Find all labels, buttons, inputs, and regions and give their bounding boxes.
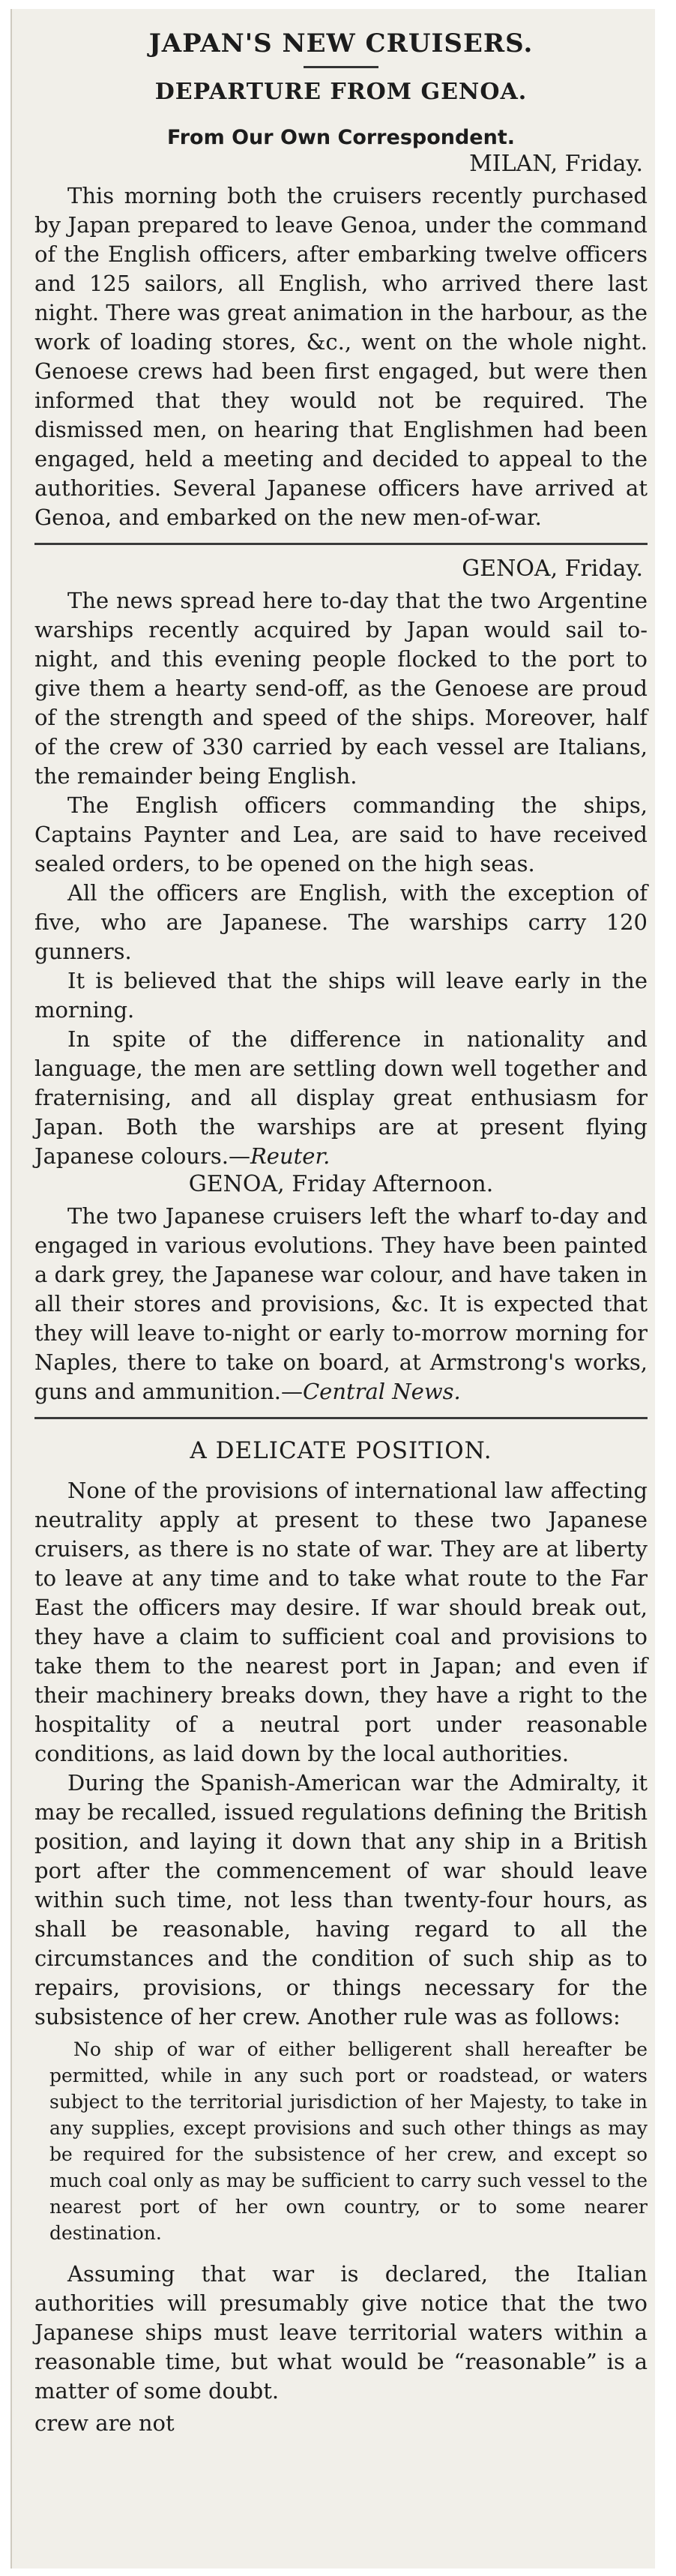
- quoted-regulation: [34, 2036, 648, 2246]
- quote-paragraph: No ship of war of either belligerent shall hereafter be permitted, while in any such port or roadstead, or waters subject to the territorial jurisdiction of her Majesty, to take in any supplies, except provisions and such other things as may be required for the subsistence of her crew, and except so much coal only as may be sufficient to carry such vessel to the nearest port of her own country, or to some nearer destination.: [49, 2038, 648, 2244]
- byline: From Our Own Correspondent.: [166, 126, 516, 149]
- headline: JAPAN'S NEW CRUISERS.: [148, 28, 534, 58]
- paragraph: The two Japanese cruisers left the wharf to-day and engaged in various evolutions. They have been painted a dark grey, the Japanese war colour, and have taken in all their stores and provisions, &c. It is expected that they will leave to-night or early to-morrow morning for Naples, there to take on board, at Armstrong's works, guns and ammunition.—Central News.: [34, 1203, 648, 1404]
- paragraph: None of the provisions of international law affecting neutrality apply at present to these two Japanese cruisers, as there is no state of war. They are at liberty to leave at any time and to take what route to the Far East the officers may desire. If war should break out, they have a claim to sufficient coal and provisions to take them to the nearest port in Japan; and even if their machinery breaks down, they have a right to the hospitality of a neutral port under reasonable conditions, as laid down by the local authorities.: [34, 1478, 648, 1766]
- dateline-genoa: GENOA, Friday.: [462, 556, 643, 582]
- dateline-genoa-afternoon: GENOA, Friday Afternoon.: [188, 1171, 494, 1197]
- dateline-milan: MILAN, Friday.: [469, 151, 643, 177]
- paragraph: Assuming that war is declared, the Italian authorities will presumably give notice that the two Japanese ships must leave territorial waters within a reasonable time, but what would be “reasonable” is a matter of some doubt.: [34, 2261, 648, 2404]
- paragraph: All the officers are English, with the exception of five, who are Japanese. The warships carry 120 gunners.: [34, 880, 648, 964]
- trailing-fragment: crew are not: [34, 2410, 175, 2436]
- clipping-content: [12, 9, 655, 2438]
- paragraph-text: The two Japanese cruisers left the wharf to-day and engaged in various evolutions. They have been painted a dark grey, the Japanese war colour, and have taken in all their stores and provisions, &c. It is expected that they will leave to-night or early to-morrow morning for Naples, there to take on board, at Armstrong's works, guns and ammunition.: [34, 1203, 648, 1404]
- paragraph: The English officers commanding the ships, Captains Paynter and Lea, are said to have received sealed orders, to be opened on the high seas.: [34, 792, 648, 876]
- section-rule: [34, 543, 648, 545]
- subheadline: DEPARTURE FROM GENOA.: [154, 79, 528, 105]
- section-heading: A DELICATE POSITION.: [190, 1437, 492, 1464]
- paragraph: In spite of the difference in nationality and language, the men are settling down well together and fraternising, and all display great enthusiasm for Japan. Both the warships are at present flying Japanese colours.—Reuter.: [34, 1026, 648, 1169]
- credit-reuter: Reuter.: [250, 1143, 331, 1169]
- section-rule: [34, 1417, 648, 1419]
- paragraph-text: In spite of the difference in nationality and language, the men are settling down well together and fraternising, and all display great enthusiasm for Japan. Both the warships are at present flying Japanese colours.: [34, 1026, 648, 1169]
- headline-rule: [304, 66, 378, 68]
- credit-central-news: Central News.: [302, 1379, 461, 1404]
- paragraph: It is believed that the ships will leave early in the morning.: [34, 968, 648, 1023]
- paragraph: The news spread here to-day that the two Argentine warships recently acquired by Japan would sail to-night, and this evening people flocked to the port to give them a hearty send-off, as the Genoese are proud of the strength and speed of the ships. Moreover, half of the crew of 330 carried by each vessel are Italians, the remainder being English.: [34, 588, 648, 789]
- paragraph: During the Spanish-American war the Admiralty, it may be recalled, issued regulations defining the British position, and laying it down that any ship in a British port after the commencement of war should leave within such time, not less than twenty-four hours, as shall be reasonable, having regard to all the circumstances and the condition of such ship as to repairs, provisions, or things necessary for the subsistence of her crew. Another rule was as follows:: [34, 1770, 648, 2029]
- paragraph: This morning both the cruisers recently purchased by Japan prepared to leave Genoa, under the command of the English officers, after embarking twelve officers and 125 sailors, all English, who arrived there last night. There was great animation in the harbour, as the work of loading stores, &c., went on the whole night. Genoese crews had been first engaged, but were then informed that they would not be required. The dismissed men, on hearing that Englishmen had been engaged, held a meeting and decided to appeal to the authorities. Several Japanese officers have arrived at Genoa, and embarked on the new men-of-war.: [34, 183, 648, 530]
- newspaper-clipping: [10, 9, 655, 2569]
